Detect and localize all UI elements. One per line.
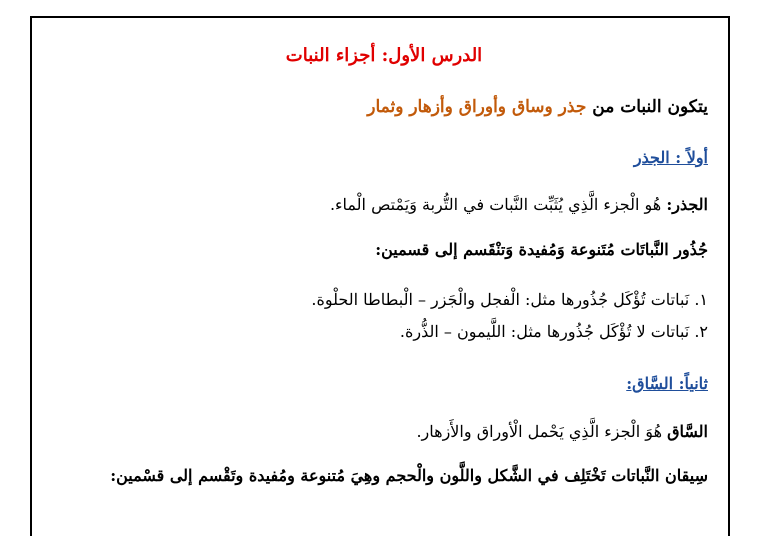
root-types-intro: جُذُور النَّباتَات مُتَنوعة وَمُفيدة وَتنْقَسم إلى قسمين: xyxy=(375,240,708,259)
root-definition xyxy=(330,195,708,214)
section2-heading: ثانياً: السَّاق: xyxy=(626,374,708,393)
section1-heading: أولاً : الجذر xyxy=(633,148,708,167)
stem-types-intro: سِيقان النَّباتات تَخْتَلِف في الشَّكل واللَّون والْحجم وهِيَ مُتنوعة ومُفيدة وتَقْسم إلى قسْمين: xyxy=(110,466,708,485)
lesson-title: الدرس الأول: أجزاء النبات xyxy=(285,45,483,66)
list-item: ١. نَباتات تُؤْكَل جُذُورها مثل: الْفجل والْجَزر – الْبطاطا الحلْوة. xyxy=(311,290,708,309)
list-item: ٢. نَباتات لا تُؤْكَل جُذُورها مثل: اللَّيمون – الذُّرة. xyxy=(399,322,708,341)
intro-parts: جذر وساق وأوراق وأزهار وثمار xyxy=(367,97,587,117)
stem-term: السَّاق xyxy=(667,422,708,441)
stem-definition xyxy=(416,422,708,441)
root-term: الجذر: xyxy=(666,195,708,214)
stem-definition-text: هُوَ الْجزء الَّذِي يَحْمل الْأوراق والأَزهار. xyxy=(416,422,663,441)
section2-heading-row xyxy=(626,374,708,393)
page-border xyxy=(30,16,730,536)
intro-line xyxy=(367,97,708,117)
section1-heading-row xyxy=(634,148,708,167)
root-definition-text: هُو الْجزء الَّذِي يُثَبِّت النَّبات في التُّربة وَيَمْتص الْماء. xyxy=(329,195,662,214)
intro-prefix: يتكون النبات من xyxy=(592,97,708,117)
